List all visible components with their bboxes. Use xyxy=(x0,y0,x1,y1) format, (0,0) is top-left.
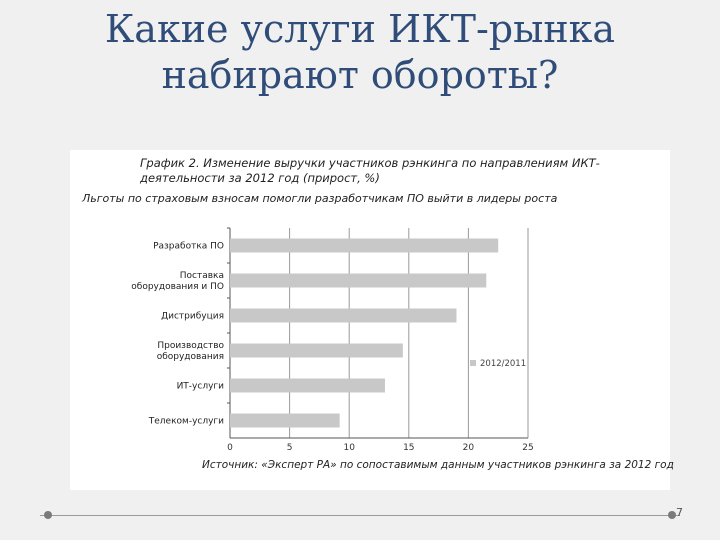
page-number: 7 xyxy=(676,506,683,519)
legend-label: 2012/2011 xyxy=(480,359,527,369)
category-label-line: Разработка ПО xyxy=(153,241,224,252)
x-tick-label: 10 xyxy=(343,443,355,453)
category-label-line: оборудования и ПО xyxy=(131,282,224,292)
category-label xyxy=(157,341,225,362)
category-label xyxy=(177,382,225,392)
category-label-line: Дистрибуция xyxy=(161,311,224,322)
slide-title-line-2: набирают обороты? xyxy=(161,53,559,97)
category-label xyxy=(161,312,224,322)
x-tick-label: 25 xyxy=(522,443,534,453)
category-label-line: ИТ-услуги xyxy=(176,381,224,392)
category-label xyxy=(148,417,224,427)
bar xyxy=(230,344,403,358)
chart-subtitle: Льготы по страховым взносам помогли разработчикам ПО выйти в лидеры роста xyxy=(82,192,558,205)
footer-divider xyxy=(40,515,680,516)
category-label xyxy=(153,242,224,252)
footer-dot-left xyxy=(44,511,52,519)
bar xyxy=(230,274,486,288)
category-label-line: Телеком-услуги xyxy=(148,416,224,427)
legend-swatch xyxy=(470,360,476,366)
category-label-line: Поставка xyxy=(179,271,224,281)
x-tick-label: 5 xyxy=(286,443,293,453)
bar xyxy=(230,379,385,393)
bar xyxy=(230,414,340,428)
category-label xyxy=(131,271,224,292)
category-label-line: Производство xyxy=(157,341,224,351)
bar xyxy=(230,309,456,323)
bar xyxy=(230,239,498,253)
chart-title: График 2. Изменение выручки участников рэнкинга по направлениям ИКТ-деятельности за 2012 год (прирост, %) xyxy=(140,156,600,185)
chart-source: Источник: «Эксперт РА» по сопоставимым данным участников рэнкинга за 2012 год xyxy=(202,459,674,471)
bar-chart xyxy=(70,150,670,490)
chart-panel xyxy=(70,150,674,490)
slide-title xyxy=(0,6,720,98)
footer-dot-right xyxy=(668,511,676,519)
x-tick-label: 20 xyxy=(462,443,475,453)
slide-title-line-1: Какие услуги ИКТ-рынка xyxy=(104,7,616,51)
x-tick-label: 0 xyxy=(227,443,233,453)
x-tick-label: 15 xyxy=(403,443,415,453)
category-label-line: оборудования xyxy=(156,352,224,362)
